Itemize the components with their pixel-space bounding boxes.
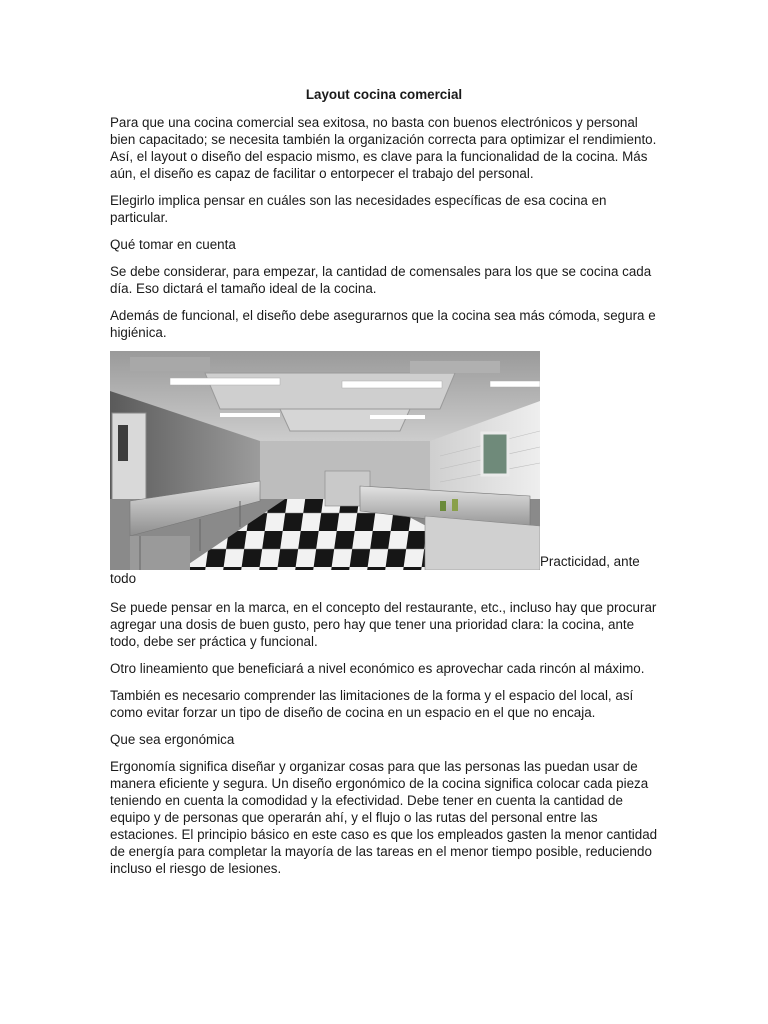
image-caption: Practicidad, ante todo	[110, 554, 640, 586]
paragraph-marca: Se puede pensar en la marca, en el concepto del restaurante, etc., incluso hay que procurar agregar una dosis de buen gusto, pero hay que tener una prioridad clara: la cocina, ante todo, debe ser práctica y funcional.	[110, 600, 657, 649]
commercial-kitchen-photo	[110, 351, 540, 570]
document-page	[110, 86, 658, 887]
paragraph-funcional: Además de funcional, el diseño debe asegurarnos que la cocina sea más cómoda, segura e higiénica.	[110, 308, 656, 340]
paragraph-elegirlo: Elegirlo implica pensar en cuáles son las necesidades específicas de esa cocina en particular.	[110, 193, 607, 225]
heading-que-tomar-en-cuenta: Qué tomar en cuenta	[110, 237, 236, 252]
document-title: Layout cocina comercial	[305, 87, 463, 102]
paragraph-limitaciones: También es necesario comprender las limitaciones de la forma y el espacio del local, así como evitar forzar un tipo de diseño de cocina en un espacio en el que no encaja.	[110, 688, 634, 720]
paragraph-comensales: Se debe considerar, para empezar, la cantidad de comensales para los que se cocina cada día. Eso dictará el tamaño ideal de la cocina.	[110, 264, 652, 296]
paragraph-ergonomia: Ergonomía significa diseñar y organizar cosas para que las personas las puedan usar de manera eficiente y segura. Un diseño ergonómico de la cocina significa colocar cada pieza teniendo en cuenta la comodidad y la efectividad. Debe tener en cuenta la cantidad de equipo y de personas que operarán ahí, y el flujo o las rutas del personal entre las estaciones. El principio básico en este caso es que los empleados gasten la menor cantidad de energía para completar la mayoría de las tareas en el menor tiempo posible, reduciendo incluso el riesgo de lesiones.	[110, 759, 658, 876]
paragraph-intro: Para que una cocina comercial sea exitosa, no basta con buenos electrónicos y personal bien capacitado; se necesita también la organización correcta para optimizar el rendimiento. Así, el layout o diseño del espacio mismo, es clave para la funcionalidad de la cocina. Más aún, el diseño es capaz de facilitar o entorpecer el trabajo del personal.	[110, 115, 657, 181]
heading-que-sea-ergonomica: Que sea ergonómica	[110, 732, 235, 747]
figure-with-caption	[110, 351, 658, 587]
paragraph-lineamiento: Otro lineamiento que beneficiará a nivel económico es aprovechar cada rincón al máximo.	[110, 661, 645, 676]
